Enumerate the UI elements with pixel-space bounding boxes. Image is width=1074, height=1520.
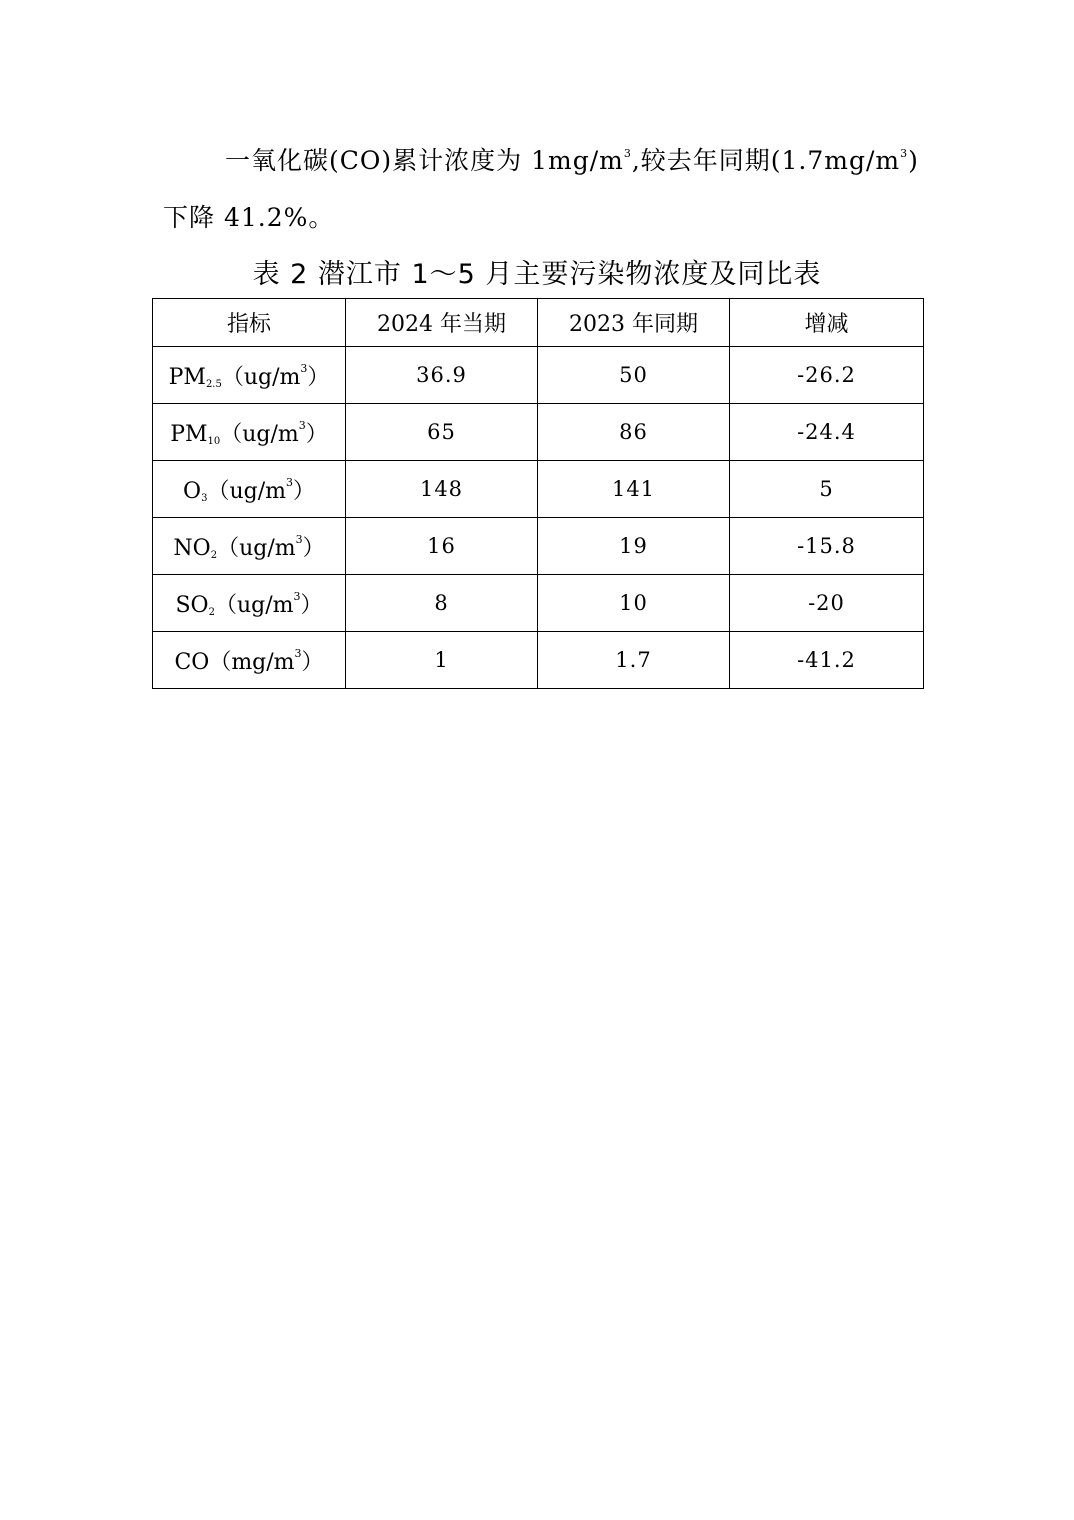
paragraph-text: ,较去年同期(1.7mg/m (631, 146, 901, 175)
superscript: 3 (294, 646, 302, 660)
paragraph-line-2: 下降 41.2%。 (163, 203, 335, 232)
unit: （mg/m (209, 649, 295, 675)
indicator-cell (153, 347, 346, 404)
value-2024: 16 (346, 518, 538, 575)
unit: （ug/m (207, 478, 286, 504)
subscript: 3 (201, 492, 208, 504)
unit-close: ） (307, 364, 330, 390)
table-row (153, 575, 924, 632)
value-change: -41.2 (730, 632, 924, 689)
value-2023: 50 (538, 347, 730, 404)
indicator-cell (153, 575, 346, 632)
table-row (153, 518, 924, 575)
value-2023: 1.7 (538, 632, 730, 689)
subscript: 10 (207, 435, 221, 447)
paragraph-text: ) (908, 146, 919, 175)
indicator-name: SO (175, 592, 209, 618)
unit-close: ） (305, 421, 328, 447)
indicator-name: O (183, 478, 202, 504)
header-indicator: 指标 (153, 299, 346, 347)
paragraph-text: 一氧化碳(CO)累计浓度为 1mg/m (225, 146, 624, 175)
table-row (153, 632, 924, 689)
subscript: 2 (208, 606, 215, 618)
paragraph-line-1 (225, 141, 985, 177)
value-change: 5 (730, 461, 924, 518)
indicator-name: PM (170, 421, 208, 447)
value-2024: 148 (346, 461, 538, 518)
superscript: 3 (623, 147, 632, 160)
indicator-cell (153, 518, 346, 575)
table-header-row (153, 299, 924, 347)
unit: （ug/m (221, 364, 301, 390)
table-row (153, 404, 924, 461)
superscript: 3 (285, 475, 293, 489)
value-2023: 10 (538, 575, 730, 632)
superscript: 3 (295, 532, 303, 546)
unit-close: ） (300, 592, 323, 618)
indicator-name: CO (174, 649, 210, 675)
indicator-name: PM (168, 364, 206, 390)
value-2024: 1 (346, 632, 538, 689)
table-row (153, 347, 924, 404)
value-2023: 86 (538, 404, 730, 461)
unit-close: ） (302, 535, 325, 561)
table-caption: 表 2 潜江市 1～5 月主要污染物浓度及同比表 (252, 259, 822, 290)
subscript: 2 (210, 549, 218, 561)
indicator-name: NO (173, 535, 211, 561)
value-2024: 65 (346, 404, 538, 461)
value-change: -20 (730, 575, 924, 632)
value-2023: 141 (538, 461, 730, 518)
table-row (153, 461, 924, 518)
unit: （ug/m (220, 421, 299, 447)
superscript: 3 (293, 589, 301, 603)
value-2023: 19 (538, 518, 730, 575)
unit: （ug/m (214, 592, 294, 618)
superscript: 3 (298, 418, 306, 432)
value-change: -24.4 (730, 404, 924, 461)
indicator-cell (153, 461, 346, 518)
value-change: -26.2 (730, 347, 924, 404)
superscript: 3 (900, 147, 909, 160)
header-change: 增减 (730, 299, 924, 347)
unit: （ug/m (217, 535, 296, 561)
pollutant-table (152, 298, 924, 689)
unit-close: ） (292, 478, 315, 504)
value-2024: 8 (346, 575, 538, 632)
value-change: -15.8 (730, 518, 924, 575)
value-2024: 36.9 (346, 347, 538, 404)
indicator-cell (153, 632, 346, 689)
superscript: 3 (300, 361, 308, 375)
unit-close: ） (301, 649, 324, 675)
header-2024-current: 2024 年当期 (346, 299, 538, 347)
subscript: 2.5 (205, 378, 222, 390)
indicator-cell (153, 404, 346, 461)
header-2023-same-period: 2023 年同期 (538, 299, 730, 347)
